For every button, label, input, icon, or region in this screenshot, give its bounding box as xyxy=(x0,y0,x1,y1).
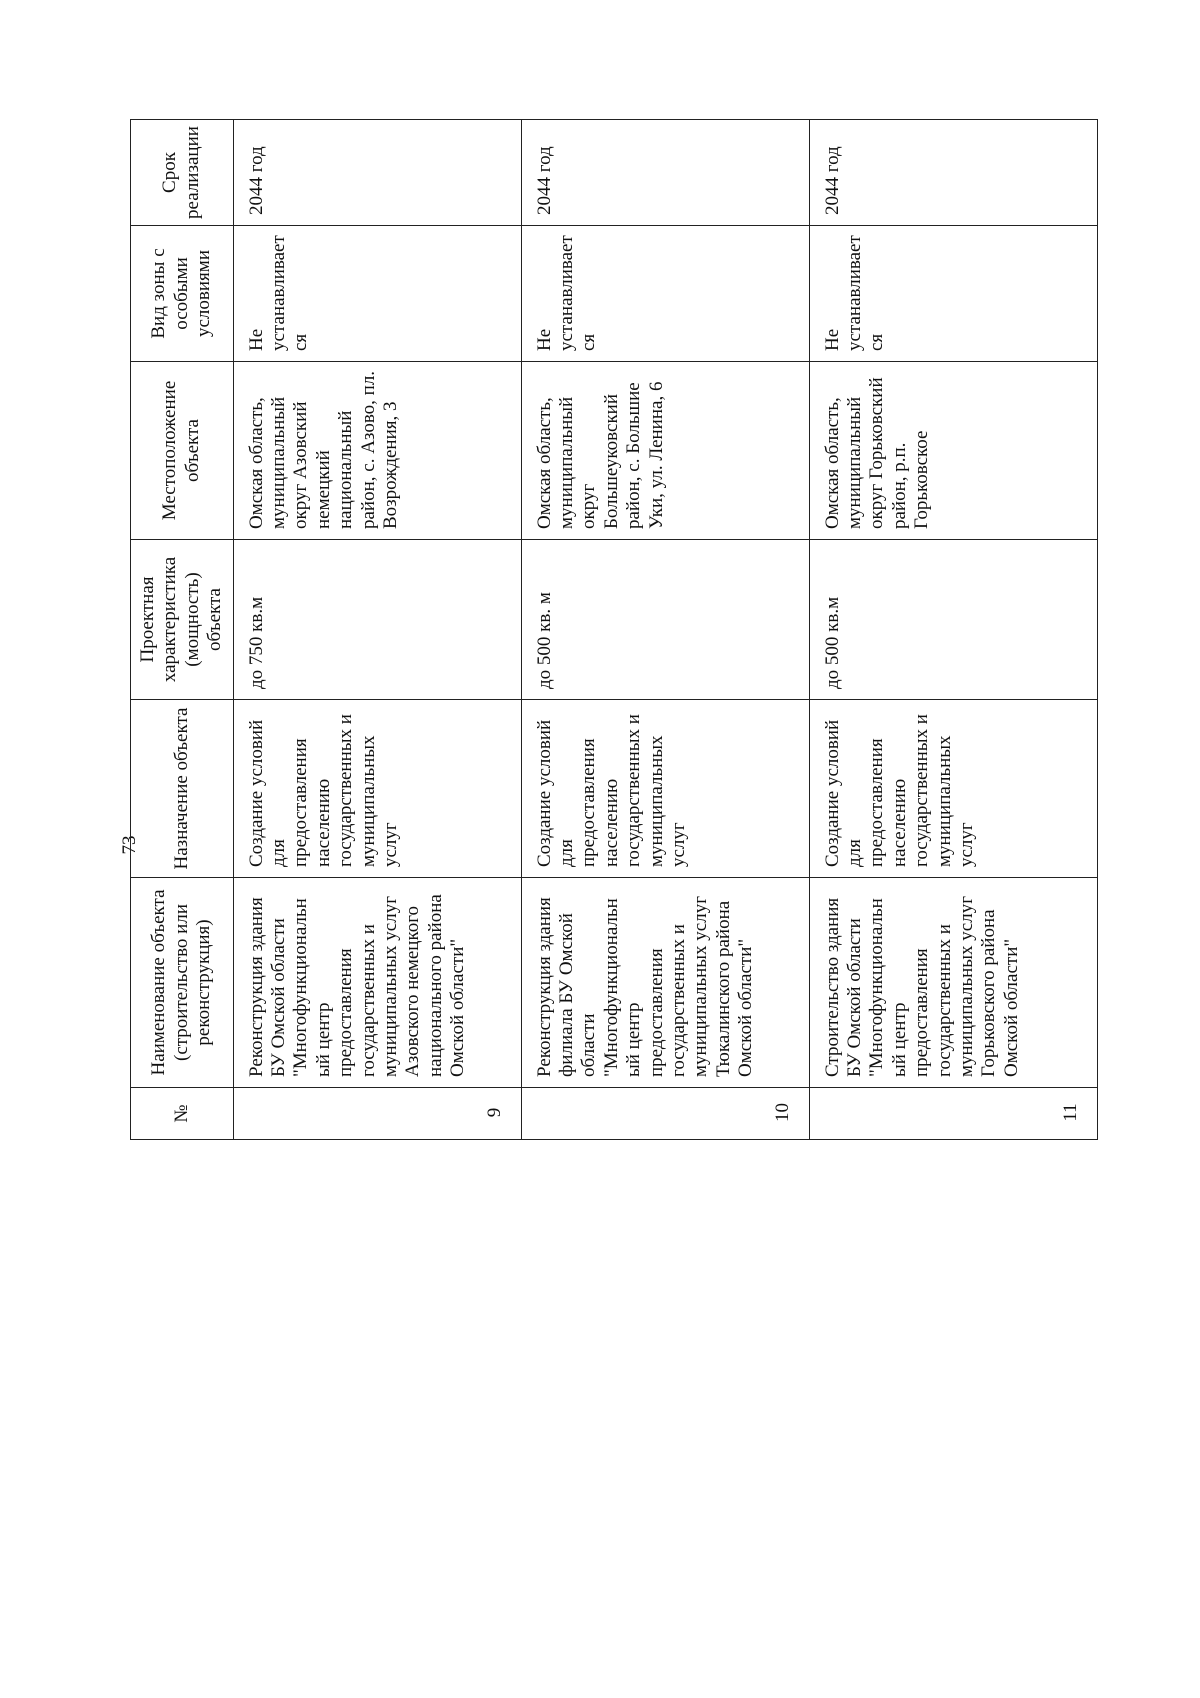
rotated-table xyxy=(130,120,1090,1140)
capacity-cell: до 500 кв. м xyxy=(521,540,809,700)
table-row xyxy=(233,120,521,1140)
purpose-cell: Создание условий для предоставления населению государственных и муниципальных услуг xyxy=(233,700,521,878)
row-number: 11 xyxy=(809,1088,1097,1140)
header-zone-type: Вид зоны с особыми условиями xyxy=(131,226,234,362)
purpose-cell: Создание условий для предоставления населению государственных и муниципальных услуг xyxy=(809,700,1097,878)
row-number: 9 xyxy=(233,1088,521,1140)
zone-cell: Не устанавливается xyxy=(521,226,809,362)
registry-table-container xyxy=(130,120,1090,1140)
object-name-cell: Строительство здания БУ Омской области "Многофункциональный центр предоставления государственных и муниципальных услуг Горьковского района Омской области" xyxy=(809,878,1097,1088)
zone-cell: Не устанавливается xyxy=(233,226,521,362)
registry-table xyxy=(130,119,1098,1140)
header-location: Местоположение объекта xyxy=(131,362,234,540)
capacity-cell: до 750 кв.м xyxy=(233,540,521,700)
header-term: Срок реализации xyxy=(131,120,234,226)
header-purpose: Назначение объекта xyxy=(131,700,234,878)
header-capacity: Проектная характеристика (мощность) объекта xyxy=(131,540,234,700)
header-object-name: Наименование объекта (строительство или реконструкция) xyxy=(131,878,234,1088)
table-header-row xyxy=(131,120,234,1140)
page-number: 73 xyxy=(119,835,140,855)
location-cell: Омская область, муниципальный округ Горьковский район, р.п. Горьковское xyxy=(809,362,1097,540)
term-cell: 2044 год xyxy=(233,120,521,226)
table-row xyxy=(521,120,809,1140)
term-cell: 2044 год xyxy=(809,120,1097,226)
term-cell: 2044 год xyxy=(521,120,809,226)
header-number: № xyxy=(131,1088,234,1140)
location-cell: Омская область, муниципальный округ Азовский немецкий национальный район, с. Азово, пл. Возрождения, 3 xyxy=(233,362,521,540)
purpose-cell: Создание условий для предоставления населению государственных и муниципальных услуг xyxy=(521,700,809,878)
row-number: 10 xyxy=(521,1088,809,1140)
zone-cell: Не устанавливается xyxy=(809,226,1097,362)
capacity-cell: до 500 кв.м xyxy=(809,540,1097,700)
object-name-cell: Реконструкция здания БУ Омской области "Многофункциональный центр предоставления государственных и муниципальных услуг Азовского немецкого национального района Омской области" xyxy=(233,878,521,1088)
location-cell: Омская область, муниципальный округ Большеуковский район, с. Большие Уки, ул. Ленина, 6 xyxy=(521,362,809,540)
object-name-cell: Реконструкция здания филиала БУ Омской области "Многофункциональный центр предоставления государственных и муниципальных услуг Тюкалинского района Омской области" xyxy=(521,878,809,1088)
table-row xyxy=(809,120,1097,1140)
